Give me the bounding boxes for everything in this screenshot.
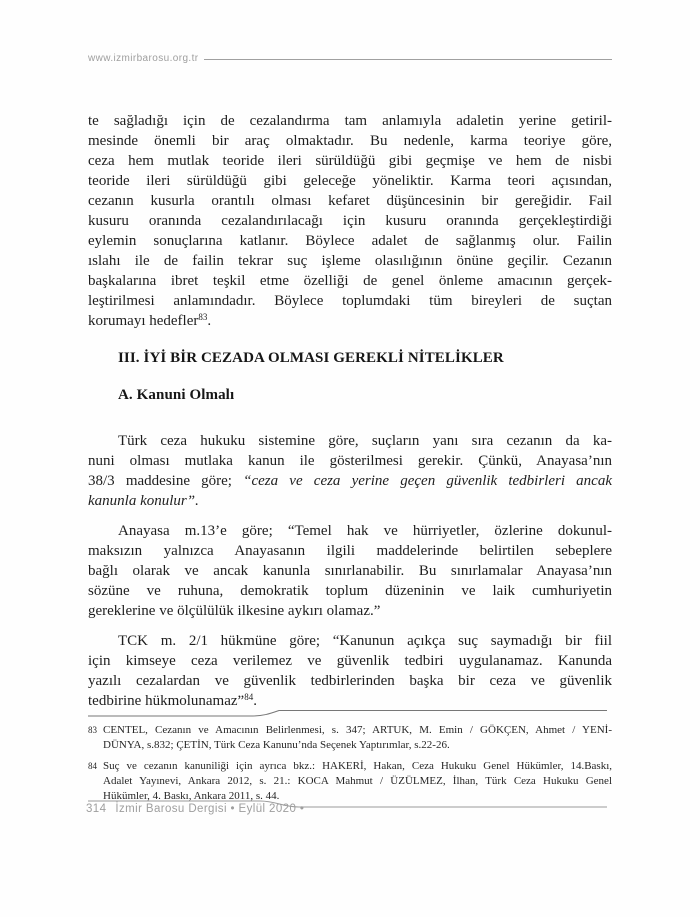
- text-line: [88, 581, 612, 601]
- text-run: .: [253, 693, 257, 709]
- footnote-reference: 83: [198, 312, 208, 322]
- text-run: Anayasa m.13’e göre; “Temel hak ve hürriyetler, özlerine dokunul-: [118, 523, 612, 539]
- text-line: [88, 671, 612, 691]
- text-line: [88, 541, 612, 561]
- text-run: kanunla konulur”.: [88, 493, 199, 509]
- paragraph: [88, 111, 612, 331]
- text-line: [88, 211, 612, 231]
- text-line: [88, 191, 612, 211]
- text-line: [88, 171, 612, 191]
- article-body: [88, 111, 612, 711]
- text-run: kusuru oranında cezalandırılacağı için kusuru oranında gerçekleştirdiği: [88, 213, 612, 229]
- text-run: Türk ceza hukuku sistemine göre, suçların yanı sıra cezanın da ka-: [118, 433, 612, 449]
- text-run: yazılı cezalardan ve güvenlik tedbirlerinden başka bir ceza ve güvenlik: [88, 673, 612, 689]
- text-run: .: [207, 313, 212, 329]
- text-line: [88, 231, 612, 251]
- text-line: [88, 631, 612, 651]
- text-run: eylemin sonuçlarına katlanır. Böylece adalet de sağlanmış olur. Failin: [88, 233, 612, 249]
- text-run: nuni olması mutlaka kanun ile gösterilmesi gerekir. Çünkü, Anayasa’nın: [88, 453, 612, 469]
- page-header: [88, 53, 612, 64]
- text-run: sözüne ve ruhuna, demokratik toplum düzeninin ve laik cumhuriyetin: [88, 583, 612, 599]
- footnote-number: 84: [88, 761, 97, 771]
- text-line: [88, 251, 612, 271]
- footnote-reference: 84: [244, 692, 254, 702]
- paragraph: [88, 631, 612, 711]
- footnote-number: 83: [88, 725, 97, 735]
- text-run: te sağladığı için de cezalandırma tam anlamıyla adaletin yerine getiril-: [88, 113, 612, 129]
- footnote-line: CENTEL, Cezanın ve Amacının Belirlenmesi, s. 347; ARTUK, M. Emin / GÖKÇEN, Ahmet / YENİ-: [103, 724, 612, 736]
- page-number: 314: [86, 803, 107, 815]
- footnote-line: DÜNYA, s.832; ÇETİN, Türk Ceza Kanunu’nda Seçenek Yaptırımlar, s.22-26.: [103, 739, 450, 751]
- text-line: [88, 291, 612, 311]
- text-run: leştirilmesi anlamındadır. Böylece toplumdaki tüm bireyleri de suçtan: [88, 293, 612, 309]
- text-run: için kimseye ceza verilemez ve güvenlik tedbiri uygulanamaz. Kanunda: [88, 653, 612, 669]
- page-footer: [86, 803, 610, 815]
- text-run: mesinde önemli bir araç olmaktadır. Bu nedenle, karma teoriye göre,: [88, 133, 612, 149]
- text-line: [88, 311, 612, 331]
- paragraph: [88, 431, 612, 511]
- text-line: [88, 131, 612, 151]
- text-run: ıslahı ile de failin tekrar suç işleme olasılığının önüne geçilir. Cezanın: [88, 253, 612, 269]
- text-run: ceza hem mutlak teoride ileri sürüldüğü gibi geçmişe ve hem de nisbi: [88, 153, 612, 169]
- text-line: [88, 271, 612, 291]
- section-heading: III. İYİ BİR CEZADA OLMASI GEREKLİ NİTELİKLER: [118, 350, 504, 366]
- footnote-line: Adalet Yayınevi, Ankara 2012, s. 21.: KOCA Mahmut / ÜZÜLMEZ, İlhan, Türk Ceza Hukuku Genel: [103, 775, 612, 787]
- footnote-line: Suç ve cezanın kanuniliği için ayrıca bkz.: HAKERİ, Hakan, Ceza Hukuku Genel Hükümler, 14.Baskı,: [103, 760, 612, 772]
- text-line: [88, 651, 612, 671]
- text-run: teoride ileri sürüldüğü gibi geleceğe yöneliktir. Karma teori açısından,: [88, 173, 612, 189]
- text-run: başkalarına ibret teşkil etme özelliği de genel önleme amacının gerçek-: [88, 273, 612, 289]
- text-line: [88, 471, 612, 491]
- text-line: [88, 521, 612, 541]
- text-run: tedbirine hükmolunamaz”: [88, 693, 245, 709]
- text-line: [88, 111, 612, 131]
- website-url: www.izmirbarosu.org.tr: [88, 53, 199, 64]
- text-run: cezanın kusurla orantılı olması kefaret düşüncesinin bir gereğidir. Fail: [88, 193, 612, 209]
- text-line: [88, 561, 612, 581]
- sub-heading: A. Kanuni Olmalı: [118, 387, 235, 403]
- text-run: TCK m. 2/1 hükmüne göre; “Kanunun açıkça suç saymadığı bir fiil: [118, 633, 612, 649]
- footnote-line: Hükümler, 4. Baskı, Ankara 2011, s. 44.: [103, 790, 280, 802]
- text-line: [88, 491, 612, 511]
- text-run: gereklerine ve ölçülülük ilkesine aykırı olamaz.”: [88, 603, 381, 619]
- text-line: [88, 151, 612, 171]
- text-run: “ceza ve ceza yerine geçen güvenlik tedbirleri ancak: [243, 473, 612, 489]
- text-run: 38/3 maddesine göre;: [88, 473, 244, 489]
- text-line: [88, 431, 612, 451]
- text-line: [88, 601, 612, 621]
- text-run: korumayı hedefler: [88, 313, 199, 329]
- footer-journal-issue: İzmir Barosu Dergisi • Eylül 2020 •: [115, 803, 305, 815]
- text-run: bağlı olarak ve ancak kanunla sınırlanabilir. Bu sınırlamalar Anayasa’nın: [88, 563, 612, 579]
- footnote-separator: [88, 705, 612, 719]
- text-run: maksızın yalnızca Anayasanın ilgili maddelerinde belirtilen sebeplere: [88, 543, 612, 559]
- paragraph: [88, 521, 612, 621]
- footnote: [88, 723, 612, 753]
- header-rule: [204, 59, 613, 60]
- text-line: [88, 451, 612, 471]
